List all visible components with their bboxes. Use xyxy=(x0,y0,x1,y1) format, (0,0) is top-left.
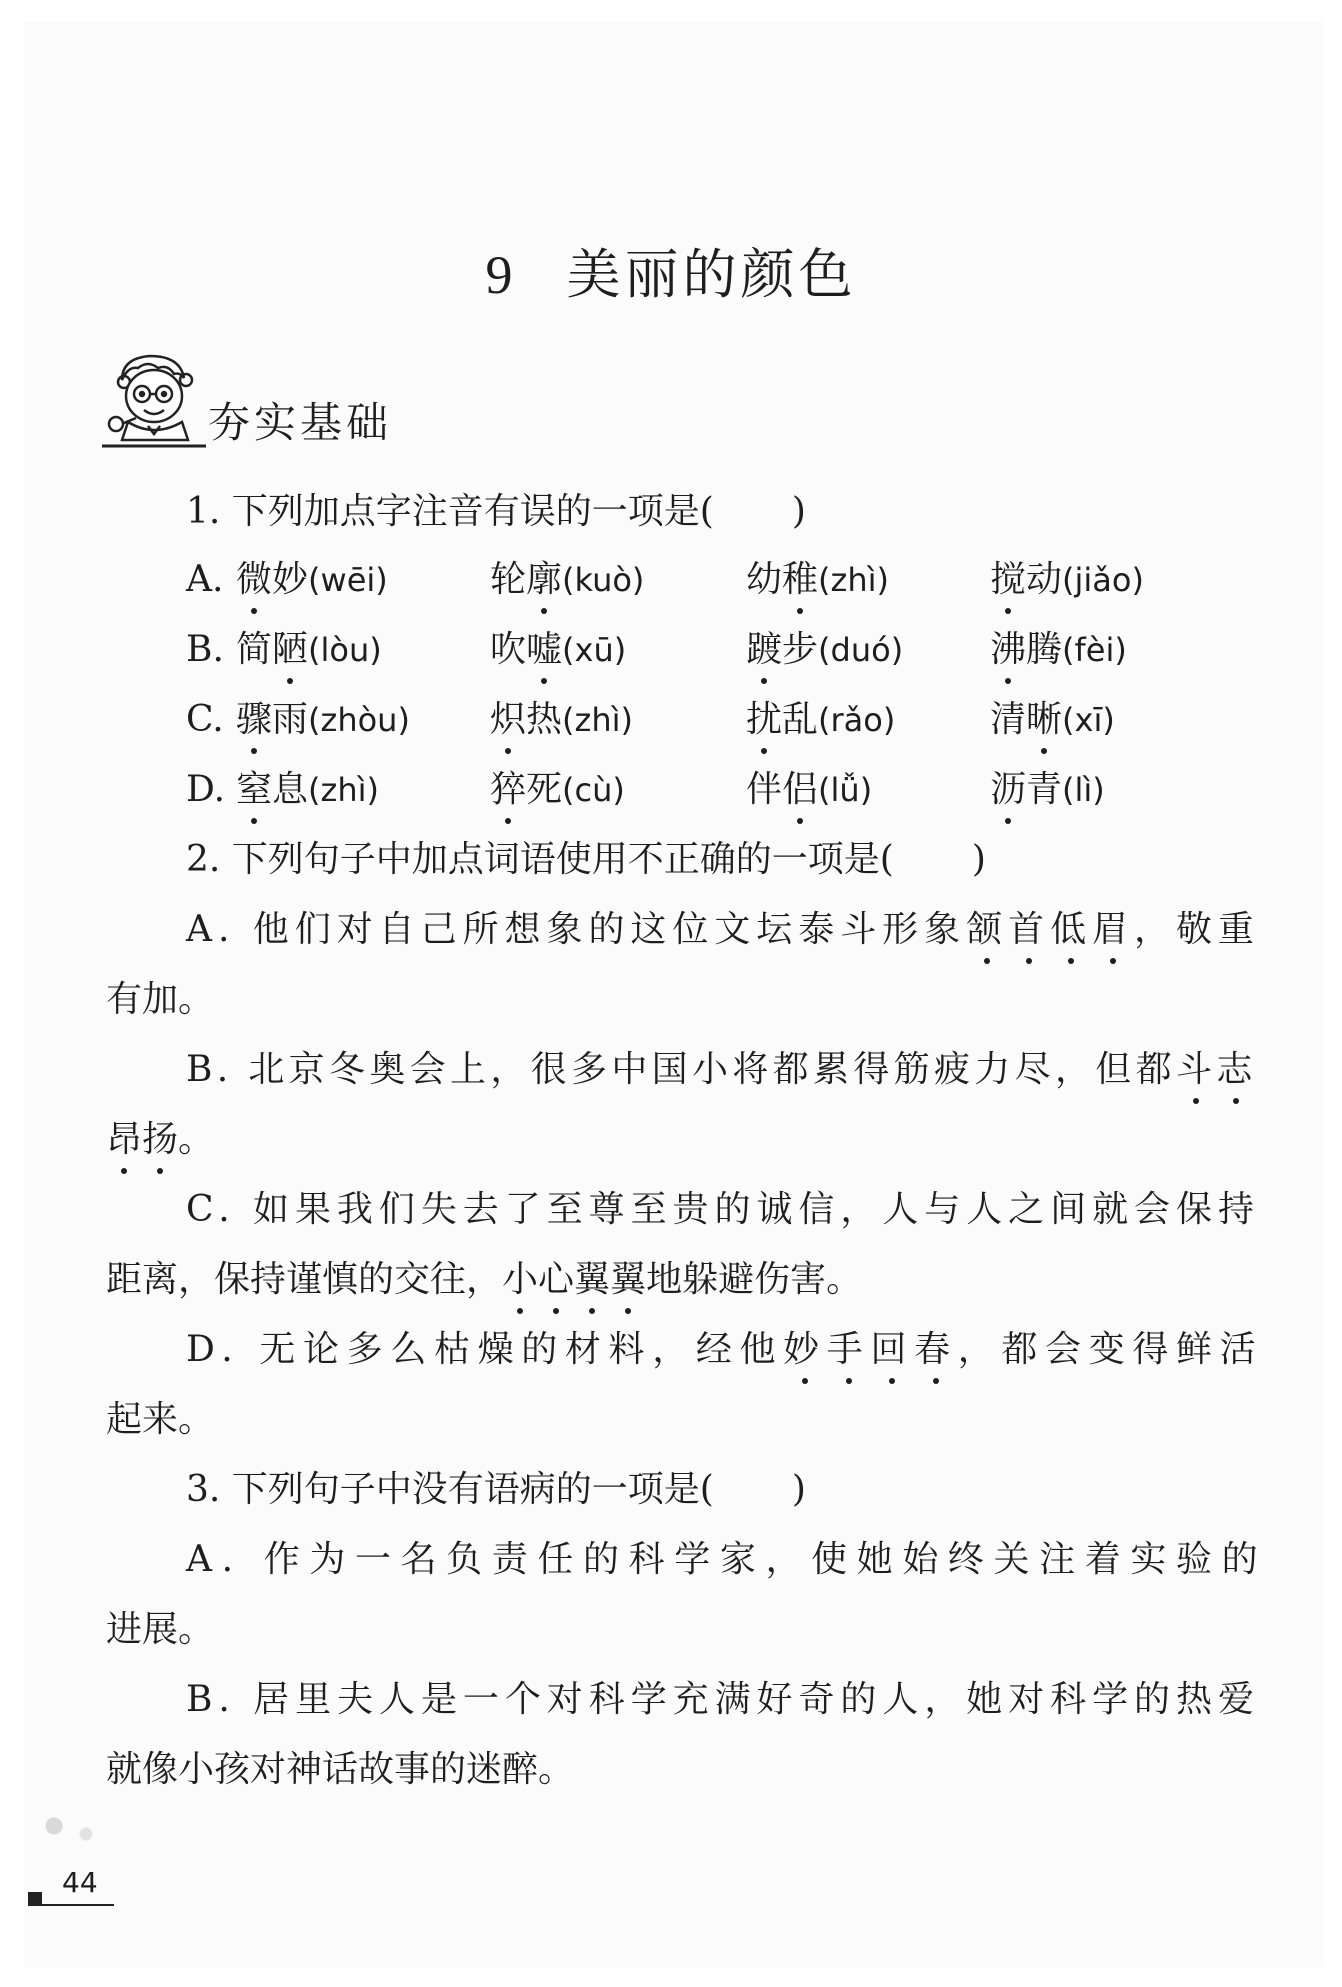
scan-smudge xyxy=(30,1810,110,1850)
q1-a-item-3: 幼稚(zhì) xyxy=(746,559,889,600)
q1-c-item-1: 骤雨(zhòu) xyxy=(236,699,410,740)
q2-option-b-line1: B. 北京冬奥会上，很多中国小将都累得筋疲力尽，但都斗志 xyxy=(186,1049,1257,1090)
q2-option-a-line2: 有加。 xyxy=(106,979,215,1020)
q1-b-item-3: 踱步(duó) xyxy=(746,629,904,670)
question-1-stem: 1. 下列加点字注音有误的一项是( ) xyxy=(186,491,806,532)
q1-a-item-1: 微妙(wēi) xyxy=(236,559,388,600)
q2-option-a-line1: A. 他们对自己所想象的这位文坛泰斗形象颔首低眉，敬重 xyxy=(186,909,1260,950)
q3-option-a-line2: 进展。 xyxy=(106,1609,215,1650)
q2-option-c-line2: 距离，保持谨慎的交往，小心翼翼地躲避伤害。 xyxy=(106,1259,863,1300)
q1-b-item-1: 简陋(lòu) xyxy=(236,629,382,670)
q1-d-item-3: 伴侣(lǚ) xyxy=(746,769,873,810)
lesson-title: 美丽的颜色 xyxy=(566,243,857,306)
dotted-phrase: 斗志 xyxy=(1175,1049,1257,1090)
q1-b-item-2: 吹嘘(xū) xyxy=(490,629,627,670)
page-title xyxy=(0,232,1342,309)
section-label: 夯实基础 xyxy=(208,398,393,447)
page-number-underline xyxy=(28,1904,114,1906)
q3-option-b-line1: B. 居里夫人是一个对科学充满好奇的人，她对科学的热爱 xyxy=(186,1679,1260,1720)
question-3-stem: 3. 下列句子中没有语病的一项是( ) xyxy=(186,1469,806,1510)
q1-d-item-2: 猝死(cù) xyxy=(490,769,625,810)
q1-c-item-2: 炽热(zhì) xyxy=(490,699,633,740)
q2-option-b-line2: 昂扬。 xyxy=(106,1119,215,1160)
q2-option-d-line1: D. 无论多么枯燥的材料，经他妙手回春，都会变得鲜活 xyxy=(186,1329,1264,1370)
q1-d-item-1: 窒息(zhì) xyxy=(236,769,379,810)
dotted-phrase: 昂扬 xyxy=(106,1119,179,1160)
q1-option-c: C. xyxy=(186,699,224,740)
q1-option-b: B. xyxy=(186,629,224,670)
q2-option-c-line1: C. 如果我们失去了至尊至贵的诚信，人与人之间就会保持 xyxy=(186,1189,1260,1230)
dotted-phrase: 小心翼翼 xyxy=(502,1259,647,1300)
section-heading xyxy=(102,350,462,450)
q1-option-a: A. xyxy=(186,559,224,600)
q2-option-d-line2: 起来。 xyxy=(106,1399,215,1440)
q1-c-item-3: 扰乱(rǎo) xyxy=(746,699,896,740)
dotted-phrase: 颔首低眉 xyxy=(966,909,1134,950)
question-2-stem: 2. 下列句子中加点词语使用不正确的一项是( ) xyxy=(186,839,986,880)
lesson-number: 9 xyxy=(485,245,517,305)
q1-a-item-4: 搅动(jiǎo) xyxy=(990,559,1144,600)
q3-option-b-line2: 就像小孩对神话故事的迷醉。 xyxy=(106,1749,575,1790)
q1-b-item-4: 沸腾(fèi) xyxy=(990,629,1127,670)
workbook-page xyxy=(24,22,1324,1967)
page-number-marker xyxy=(28,1892,42,1904)
page-number: 44 xyxy=(62,1866,98,1899)
q1-option-d: D. xyxy=(186,769,226,810)
q1-a-item-2: 轮廓(kuò) xyxy=(490,559,645,600)
cartoon-teacher-icon xyxy=(102,350,212,450)
dotted-phrase: 妙手回春 xyxy=(783,1329,958,1370)
q1-c-item-4: 清晰(xī) xyxy=(990,699,1115,740)
q3-option-a-line1: A. 作为一名负责任的科学家，使她始终关注着实验的 xyxy=(186,1539,1268,1580)
q1-d-item-4: 沥青(lì) xyxy=(990,769,1105,810)
